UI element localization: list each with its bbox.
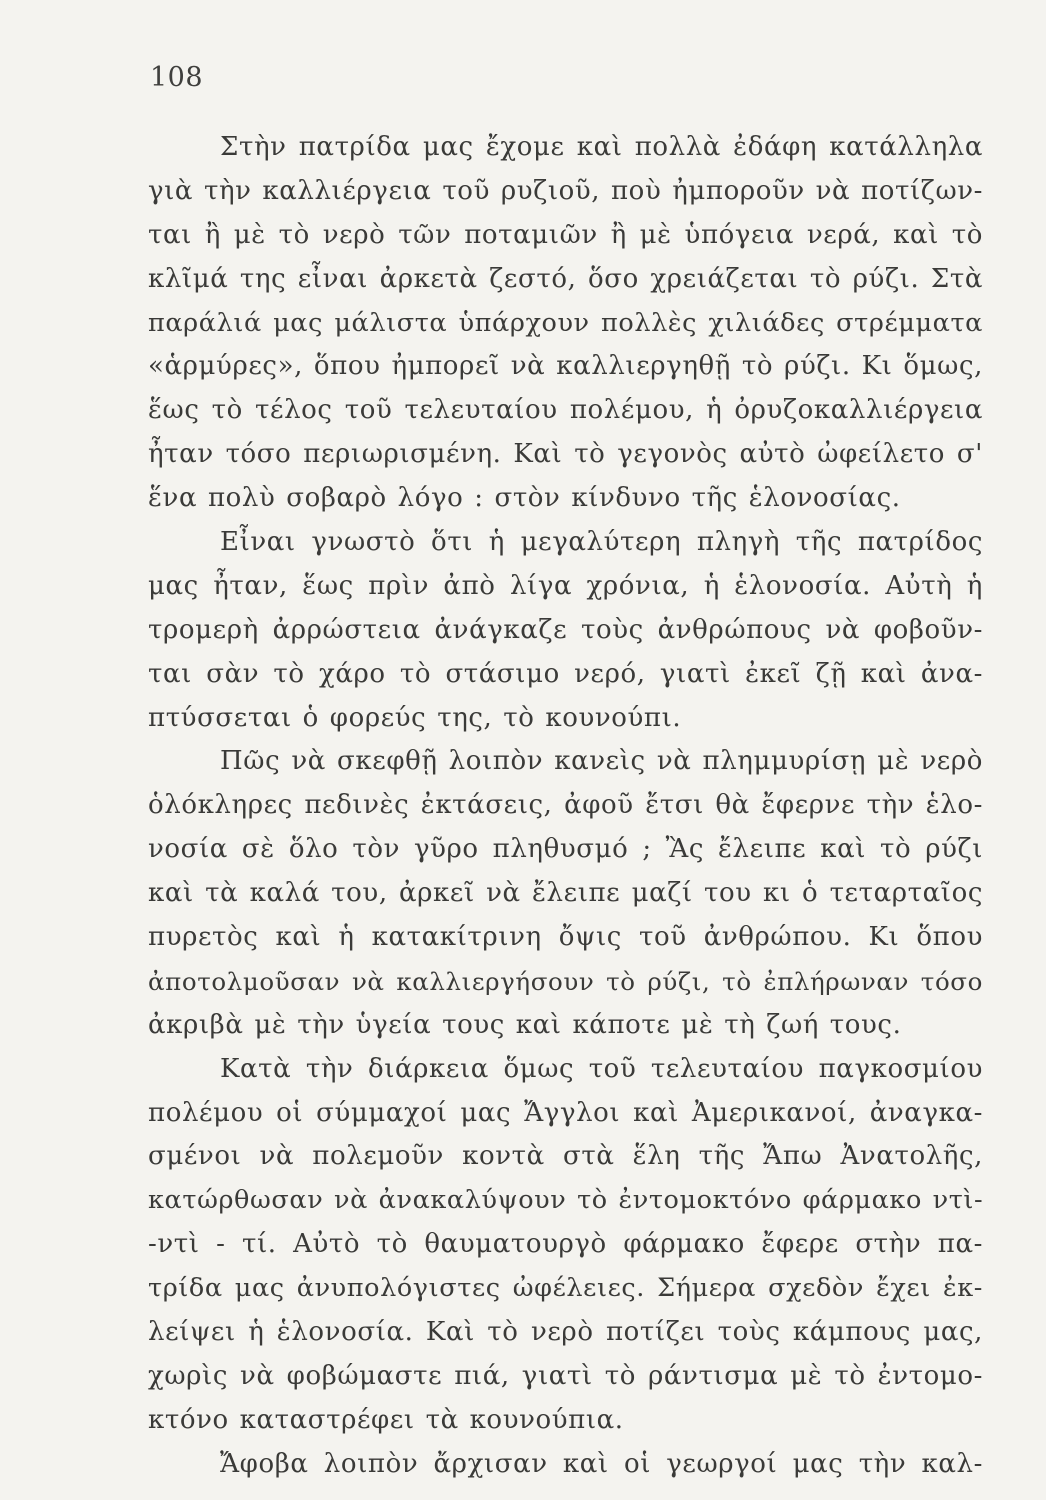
text-line: κλῖμά της εἶναι ἀρκετὰ ζεστό, ὅσο χρειάζεται τὸ ρύζι. Στὰ xyxy=(148,263,983,294)
text-line: ἦταν τόσο περιωρισμένη. Καὶ τὸ γεγονὸς αὐτὸ ὠφείλετο σ' xyxy=(148,439,983,470)
text-line: Κατὰ τὴν διάρκεια ὅμως τοῦ τελευταίου παγκοσμίου xyxy=(220,1053,983,1084)
text-line: πυρετὸς καὶ ἡ κατακίτρινη ὄψις τοῦ ἀνθρώπου. Κι ὅπου xyxy=(148,922,983,953)
text-line: ἕνα πολὺ σοβαρὸ λόγο : στὸν κίνδυνο τῆς ἑλονοσίας. xyxy=(148,483,901,514)
text-line: ἕως τὸ τέλος τοῦ τελευταίου πολέμου, ἡ ὀρυζοκαλλιέργεια xyxy=(148,395,983,426)
text-line: ἀκριβὰ μὲ τὴν ὑγεία τους καὶ κάποτε μὲ τὴ ζωή τους. xyxy=(148,1009,902,1040)
text-line: Πῶς νὰ σκεφθῇ λοιπὸν κανεὶς νὰ πλημμυρίσῃ μὲ νερὸ xyxy=(220,746,983,777)
text-line: τρομερὴ ἀρρώστεια ἀνάγκαζε τοὺς ἀνθρώπους νὰ φοβοῦν- xyxy=(148,614,983,645)
text-line: Εἶναι γνωστὸ ὅτι ἡ μεγαλύτερη πληγὴ τῆς πατρίδος xyxy=(220,527,983,558)
text-line: μας ἦταν, ἕως πρὶν ἀπὸ λίγα χρόνια, ἡ ἑλονοσία. Αὐτὴ ἡ xyxy=(148,570,983,601)
text-line: καὶ τὰ καλά του, ἀρκεῖ νὰ ἔλειπε μαζί του κι ὁ τεταρταῖος xyxy=(148,878,983,909)
text-line: ἀποτολμοῦσαν νὰ καλλιεργήσουν τὸ ρύζι, τὸ ἐπλήρωναν τόσο xyxy=(148,966,983,996)
text-line: τρίδα μας ἀνυπολόγιστες ὠφέλειες. Σήμερα σχεδὸν ἔχει ἐκ- xyxy=(148,1273,983,1304)
text-line: Στὴν πατρίδα μας ἔχομε καὶ πολλὰ ἐδάφη κατάλληλα xyxy=(220,132,983,162)
text-line: πτύσσεται ὁ φορεύς της, τὸ κουνούπι. xyxy=(148,702,682,733)
body-text xyxy=(148,126,983,1487)
text-line: ὁλόκληρες πεδινὲς ἐκτάσεις, ἀφοῦ ἔτσι θὰ ἔφερνε τὴν ἑλο- xyxy=(148,790,983,821)
text-line: κτόνο καταστρέφει τὰ κουνούπια. xyxy=(148,1404,624,1435)
text-line: νοσία σὲ ὅλο τὸν γῦρο πληθυσμό ; Ἂς ἔλειπε καὶ τὸ ρύζι xyxy=(148,834,983,865)
text-line: πολέμου οἱ σύμμαχοί μας Ἄγγλοι καὶ Ἀμερικανοί, ἀναγκα- xyxy=(148,1097,983,1128)
text-line: -ντὶ - τί. Αὐτὸ τὸ θαυματουργὸ φάρμακο ἔφερε στὴν πα- xyxy=(148,1229,983,1260)
text-line: χωρὶς νὰ φοβώμαστε πιά, γιατὶ τὸ ράντισμα μὲ τὸ ἐντομο- xyxy=(148,1360,983,1391)
text-line: κατώρθωσαν νὰ ἀνακαλύψουν τὸ ἐντομοκτόνο φάρμακο ντὶ- xyxy=(148,1185,983,1216)
page-number: 108 xyxy=(150,62,204,93)
text-line: σμένοι νὰ πολεμοῦν κοντὰ στὰ ἕλη τῆς Ἄπω Ἀνατολῆς, xyxy=(148,1141,983,1172)
text-line: παράλιά μας μάλιστα ὑπάρχουν πολλὲς χιλιάδες στρέμματα xyxy=(148,307,983,338)
text-line: ται ἢ μὲ τὸ νερὸ τῶν ποταμιῶν ἢ μὲ ὑπόγεια νερά, καὶ τὸ xyxy=(148,219,983,250)
text-line: Ἄφοβα λοιπὸν ἄρχισαν καὶ οἱ γεωργοί μας τὴν καλ- xyxy=(220,1448,983,1479)
text-line: λείψει ἡ ἑλονοσία. Καὶ τὸ νερὸ ποτίζει τοὺς κάμπους μας, xyxy=(148,1317,983,1348)
text-line: γιὰ τὴν καλλιέργεια τοῦ ρυζιοῦ, ποὺ ἠμποροῦν νὰ ποτίζων- xyxy=(148,175,983,206)
text-line: «ἁρμύρες», ὅπου ἠμπορεῖ νὰ καλλιεργηθῇ τὸ ρύζι. Κι ὅμως, xyxy=(148,351,983,382)
text-line: ται σὰν τὸ χάρο τὸ στάσιμο νερό, γιατὶ ἐκεῖ ζῇ καὶ ἀνα- xyxy=(148,658,983,689)
